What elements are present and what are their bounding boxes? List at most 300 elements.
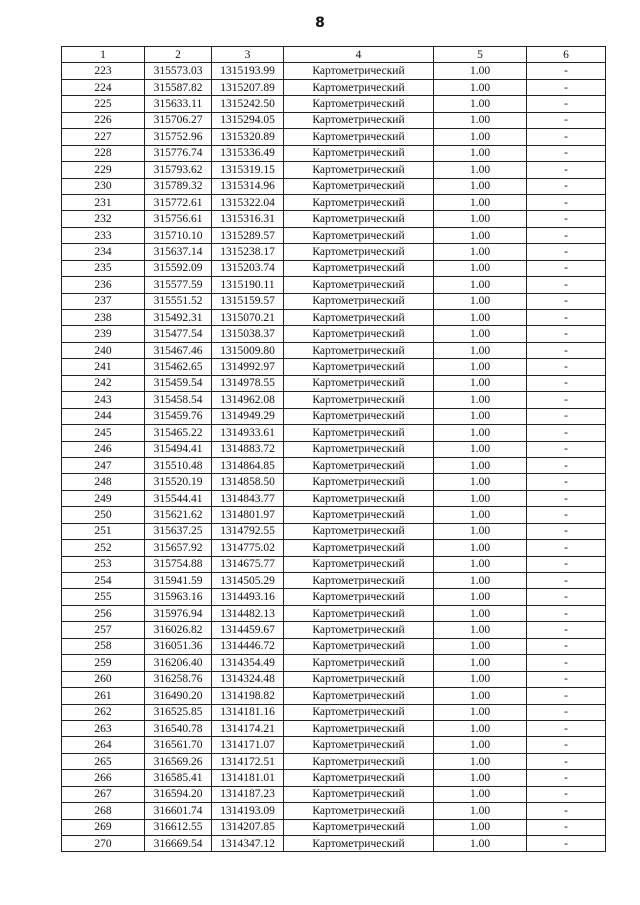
table-row bbox=[62, 490, 606, 506]
table-row bbox=[62, 178, 606, 194]
method-cell: Картометрический bbox=[284, 63, 434, 79]
note-cell: - bbox=[527, 359, 606, 375]
y-coordinate-cell: 1314187.23 bbox=[212, 786, 284, 802]
header-cell-col3: 3 bbox=[212, 47, 284, 63]
x-coordinate-cell: 315772.61 bbox=[145, 194, 212, 210]
y-coordinate-cell: 1314992.97 bbox=[212, 359, 284, 375]
y-coordinate-cell: 1314675.77 bbox=[212, 556, 284, 572]
point-number-cell: 256 bbox=[62, 605, 145, 621]
page-number: 8 bbox=[315, 15, 325, 31]
note-cell: - bbox=[527, 671, 606, 687]
x-coordinate-cell: 315592.09 bbox=[145, 260, 212, 276]
note-cell: - bbox=[527, 474, 606, 490]
method-cell: Картометрический bbox=[284, 293, 434, 309]
point-number-cell: 227 bbox=[62, 129, 145, 145]
method-cell: Картометрический bbox=[284, 79, 434, 95]
note-cell: - bbox=[527, 490, 606, 506]
y-coordinate-cell: 1315038.37 bbox=[212, 326, 284, 342]
table-row bbox=[62, 392, 606, 408]
accuracy-cell: 1.00 bbox=[434, 326, 527, 342]
accuracy-cell: 1.00 bbox=[434, 178, 527, 194]
method-cell: Картометрический bbox=[284, 227, 434, 243]
table-row bbox=[62, 704, 606, 720]
accuracy-cell: 1.00 bbox=[434, 573, 527, 589]
header-cell-col5: 5 bbox=[434, 47, 527, 63]
x-coordinate-cell: 315510.48 bbox=[145, 457, 212, 473]
point-number-cell: 269 bbox=[62, 819, 145, 835]
note-cell: - bbox=[527, 408, 606, 424]
x-coordinate-cell: 315577.59 bbox=[145, 277, 212, 293]
accuracy-cell: 1.00 bbox=[434, 277, 527, 293]
header-cell-col6: 6 bbox=[527, 47, 606, 63]
note-cell: - bbox=[527, 392, 606, 408]
y-coordinate-cell: 1314347.12 bbox=[212, 836, 284, 852]
coordinates-table bbox=[61, 46, 606, 852]
table-row bbox=[62, 819, 606, 835]
method-cell: Картометрический bbox=[284, 162, 434, 178]
accuracy-cell: 1.00 bbox=[434, 244, 527, 260]
point-number-cell: 233 bbox=[62, 227, 145, 243]
note-cell: - bbox=[527, 720, 606, 736]
x-coordinate-cell: 316601.74 bbox=[145, 803, 212, 819]
table-row bbox=[62, 162, 606, 178]
x-coordinate-cell: 315637.14 bbox=[145, 244, 212, 260]
table-row bbox=[62, 605, 606, 621]
method-cell: Картометрический bbox=[284, 770, 434, 786]
note-cell: - bbox=[527, 638, 606, 654]
accuracy-cell: 1.00 bbox=[434, 737, 527, 753]
accuracy-cell: 1.00 bbox=[434, 96, 527, 112]
y-coordinate-cell: 1315070.21 bbox=[212, 310, 284, 326]
note-cell: - bbox=[527, 523, 606, 539]
table-row bbox=[62, 655, 606, 671]
y-coordinate-cell: 1315159.57 bbox=[212, 293, 284, 309]
accuracy-cell: 1.00 bbox=[434, 540, 527, 556]
x-coordinate-cell: 315710.10 bbox=[145, 227, 212, 243]
y-coordinate-cell: 1314962.08 bbox=[212, 392, 284, 408]
point-number-cell: 228 bbox=[62, 145, 145, 161]
method-cell: Картометрический bbox=[284, 342, 434, 358]
note-cell: - bbox=[527, 819, 606, 835]
point-number-cell: 267 bbox=[62, 786, 145, 802]
y-coordinate-cell: 1314324.48 bbox=[212, 671, 284, 687]
point-number-cell: 253 bbox=[62, 556, 145, 572]
table-row bbox=[62, 375, 606, 391]
y-coordinate-cell: 1314883.72 bbox=[212, 441, 284, 457]
table-row bbox=[62, 737, 606, 753]
table-row bbox=[62, 112, 606, 128]
method-cell: Картометрический bbox=[284, 194, 434, 210]
accuracy-cell: 1.00 bbox=[434, 310, 527, 326]
accuracy-cell: 1.00 bbox=[434, 655, 527, 671]
note-cell: - bbox=[527, 112, 606, 128]
point-number-cell: 241 bbox=[62, 359, 145, 375]
y-coordinate-cell: 1314459.67 bbox=[212, 622, 284, 638]
y-coordinate-cell: 1314193.09 bbox=[212, 803, 284, 819]
note-cell: - bbox=[527, 704, 606, 720]
y-coordinate-cell: 1314843.77 bbox=[212, 490, 284, 506]
y-coordinate-cell: 1314174.21 bbox=[212, 720, 284, 736]
y-coordinate-cell: 1314207.85 bbox=[212, 819, 284, 835]
note-cell: - bbox=[527, 194, 606, 210]
method-cell: Картометрический bbox=[284, 145, 434, 161]
accuracy-cell: 1.00 bbox=[434, 227, 527, 243]
method-cell: Картометрический bbox=[284, 540, 434, 556]
x-coordinate-cell: 315706.27 bbox=[145, 112, 212, 128]
table-row bbox=[62, 523, 606, 539]
x-coordinate-cell: 315752.96 bbox=[145, 129, 212, 145]
method-cell: Картометрический bbox=[284, 425, 434, 441]
note-cell: - bbox=[527, 507, 606, 523]
accuracy-cell: 1.00 bbox=[434, 671, 527, 687]
accuracy-cell: 1.00 bbox=[434, 211, 527, 227]
method-cell: Картометрический bbox=[284, 836, 434, 852]
accuracy-cell: 1.00 bbox=[434, 819, 527, 835]
table-row bbox=[62, 293, 606, 309]
table-row bbox=[62, 720, 606, 736]
table-row bbox=[62, 753, 606, 769]
y-coordinate-cell: 1314933.61 bbox=[212, 425, 284, 441]
y-coordinate-cell: 1315190.11 bbox=[212, 277, 284, 293]
y-coordinate-cell: 1315238.17 bbox=[212, 244, 284, 260]
method-cell: Картометрический bbox=[284, 244, 434, 260]
table-row bbox=[62, 638, 606, 654]
table-row bbox=[62, 589, 606, 605]
method-cell: Картометрический bbox=[284, 129, 434, 145]
table-row bbox=[62, 244, 606, 260]
table-row bbox=[62, 671, 606, 687]
method-cell: Картометрический bbox=[284, 457, 434, 473]
y-coordinate-cell: 1315316.31 bbox=[212, 211, 284, 227]
accuracy-cell: 1.00 bbox=[434, 260, 527, 276]
point-number-cell: 268 bbox=[62, 803, 145, 819]
y-coordinate-cell: 1314181.16 bbox=[212, 704, 284, 720]
x-coordinate-cell: 315520.19 bbox=[145, 474, 212, 490]
table-row bbox=[62, 227, 606, 243]
x-coordinate-cell: 316540.78 bbox=[145, 720, 212, 736]
accuracy-cell: 1.00 bbox=[434, 688, 527, 704]
accuracy-cell: 1.00 bbox=[434, 293, 527, 309]
x-coordinate-cell: 315551.52 bbox=[145, 293, 212, 309]
y-coordinate-cell: 1314505.29 bbox=[212, 573, 284, 589]
y-coordinate-cell: 1314792.55 bbox=[212, 523, 284, 539]
accuracy-cell: 1.00 bbox=[434, 457, 527, 473]
method-cell: Картометрический bbox=[284, 704, 434, 720]
point-number-cell: 223 bbox=[62, 63, 145, 79]
accuracy-cell: 1.00 bbox=[434, 129, 527, 145]
accuracy-cell: 1.00 bbox=[434, 425, 527, 441]
table-row bbox=[62, 622, 606, 638]
accuracy-cell: 1.00 bbox=[434, 605, 527, 621]
method-cell: Картометрический bbox=[284, 211, 434, 227]
x-coordinate-cell: 315776.74 bbox=[145, 145, 212, 161]
point-number-cell: 246 bbox=[62, 441, 145, 457]
point-number-cell: 258 bbox=[62, 638, 145, 654]
method-cell: Картометрический bbox=[284, 638, 434, 654]
point-number-cell: 248 bbox=[62, 474, 145, 490]
x-coordinate-cell: 316585.41 bbox=[145, 770, 212, 786]
note-cell: - bbox=[527, 145, 606, 161]
note-cell: - bbox=[527, 310, 606, 326]
point-number-cell: 249 bbox=[62, 490, 145, 506]
table-row bbox=[62, 63, 606, 79]
accuracy-cell: 1.00 bbox=[434, 786, 527, 802]
accuracy-cell: 1.00 bbox=[434, 342, 527, 358]
table-row bbox=[62, 688, 606, 704]
note-cell: - bbox=[527, 836, 606, 852]
point-number-cell: 265 bbox=[62, 753, 145, 769]
header-row bbox=[62, 47, 606, 63]
method-cell: Картометрический bbox=[284, 556, 434, 572]
y-coordinate-cell: 1315289.57 bbox=[212, 227, 284, 243]
point-number-cell: 242 bbox=[62, 375, 145, 391]
table-row bbox=[62, 96, 606, 112]
table-row bbox=[62, 770, 606, 786]
note-cell: - bbox=[527, 342, 606, 358]
note-cell: - bbox=[527, 786, 606, 802]
table-row bbox=[62, 145, 606, 161]
accuracy-cell: 1.00 bbox=[434, 145, 527, 161]
y-coordinate-cell: 1314775.02 bbox=[212, 540, 284, 556]
accuracy-cell: 1.00 bbox=[434, 408, 527, 424]
method-cell: Картометрический bbox=[284, 260, 434, 276]
note-cell: - bbox=[527, 589, 606, 605]
point-number-cell: 229 bbox=[62, 162, 145, 178]
y-coordinate-cell: 1314172.51 bbox=[212, 753, 284, 769]
method-cell: Картометрический bbox=[284, 688, 434, 704]
table-row bbox=[62, 457, 606, 473]
note-cell: - bbox=[527, 737, 606, 753]
point-number-cell: 245 bbox=[62, 425, 145, 441]
x-coordinate-cell: 315621.62 bbox=[145, 507, 212, 523]
method-cell: Картометрический bbox=[284, 96, 434, 112]
point-number-cell: 263 bbox=[62, 720, 145, 736]
note-cell: - bbox=[527, 540, 606, 556]
method-cell: Картометрический bbox=[284, 737, 434, 753]
x-coordinate-cell: 315458.54 bbox=[145, 392, 212, 408]
note-cell: - bbox=[527, 63, 606, 79]
accuracy-cell: 1.00 bbox=[434, 753, 527, 769]
table-row bbox=[62, 540, 606, 556]
method-cell: Картометрический bbox=[284, 622, 434, 638]
x-coordinate-cell: 316669.54 bbox=[145, 836, 212, 852]
method-cell: Картометрический bbox=[284, 375, 434, 391]
note-cell: - bbox=[527, 96, 606, 112]
note-cell: - bbox=[527, 457, 606, 473]
y-coordinate-cell: 1314949.29 bbox=[212, 408, 284, 424]
note-cell: - bbox=[527, 441, 606, 457]
x-coordinate-cell: 316561.70 bbox=[145, 737, 212, 753]
point-number-cell: 262 bbox=[62, 704, 145, 720]
method-cell: Картометрический bbox=[284, 786, 434, 802]
method-cell: Картометрический bbox=[284, 490, 434, 506]
y-coordinate-cell: 1314858.50 bbox=[212, 474, 284, 490]
table-row bbox=[62, 277, 606, 293]
point-number-cell: 234 bbox=[62, 244, 145, 260]
y-coordinate-cell: 1314482.13 bbox=[212, 605, 284, 621]
accuracy-cell: 1.00 bbox=[434, 836, 527, 852]
x-coordinate-cell: 315492.31 bbox=[145, 310, 212, 326]
x-coordinate-cell: 315637.25 bbox=[145, 523, 212, 539]
y-coordinate-cell: 1315009.80 bbox=[212, 342, 284, 358]
x-coordinate-cell: 315754.88 bbox=[145, 556, 212, 572]
note-cell: - bbox=[527, 79, 606, 95]
note-cell: - bbox=[527, 211, 606, 227]
point-number-cell: 250 bbox=[62, 507, 145, 523]
x-coordinate-cell: 316569.26 bbox=[145, 753, 212, 769]
point-number-cell: 251 bbox=[62, 523, 145, 539]
point-number-cell: 231 bbox=[62, 194, 145, 210]
accuracy-cell: 1.00 bbox=[434, 803, 527, 819]
method-cell: Картометрический bbox=[284, 523, 434, 539]
point-number-cell: 254 bbox=[62, 573, 145, 589]
accuracy-cell: 1.00 bbox=[434, 441, 527, 457]
x-coordinate-cell: 316612.55 bbox=[145, 819, 212, 835]
method-cell: Картометрический bbox=[284, 819, 434, 835]
note-cell: - bbox=[527, 227, 606, 243]
point-number-cell: 257 bbox=[62, 622, 145, 638]
method-cell: Картометрический bbox=[284, 474, 434, 490]
x-coordinate-cell: 316525.85 bbox=[145, 704, 212, 720]
x-coordinate-cell: 316594.20 bbox=[145, 786, 212, 802]
x-coordinate-cell: 315459.54 bbox=[145, 375, 212, 391]
note-cell: - bbox=[527, 162, 606, 178]
table-row bbox=[62, 194, 606, 210]
table-row bbox=[62, 326, 606, 342]
x-coordinate-cell: 315462.65 bbox=[145, 359, 212, 375]
method-cell: Картометрический bbox=[284, 326, 434, 342]
accuracy-cell: 1.00 bbox=[434, 770, 527, 786]
note-cell: - bbox=[527, 244, 606, 260]
method-cell: Картометрический bbox=[284, 408, 434, 424]
x-coordinate-cell: 315657.92 bbox=[145, 540, 212, 556]
point-number-cell: 261 bbox=[62, 688, 145, 704]
accuracy-cell: 1.00 bbox=[434, 112, 527, 128]
point-number-cell: 237 bbox=[62, 293, 145, 309]
table-body bbox=[62, 63, 606, 852]
method-cell: Картометрический bbox=[284, 589, 434, 605]
x-coordinate-cell: 316206.40 bbox=[145, 655, 212, 671]
y-coordinate-cell: 1315336.49 bbox=[212, 145, 284, 161]
point-number-cell: 243 bbox=[62, 392, 145, 408]
point-number-cell: 239 bbox=[62, 326, 145, 342]
point-number-cell: 252 bbox=[62, 540, 145, 556]
header-cell-col2: 2 bbox=[145, 47, 212, 63]
point-number-cell: 236 bbox=[62, 277, 145, 293]
accuracy-cell: 1.00 bbox=[434, 523, 527, 539]
accuracy-cell: 1.00 bbox=[434, 79, 527, 95]
note-cell: - bbox=[527, 260, 606, 276]
point-number-cell: 270 bbox=[62, 836, 145, 852]
point-number-cell: 260 bbox=[62, 671, 145, 687]
point-number-cell: 232 bbox=[62, 211, 145, 227]
y-coordinate-cell: 1315207.89 bbox=[212, 79, 284, 95]
table-row bbox=[62, 474, 606, 490]
point-number-cell: 226 bbox=[62, 112, 145, 128]
table-row bbox=[62, 786, 606, 802]
y-coordinate-cell: 1314181.01 bbox=[212, 770, 284, 786]
y-coordinate-cell: 1314864.85 bbox=[212, 457, 284, 473]
accuracy-cell: 1.00 bbox=[434, 638, 527, 654]
table-row bbox=[62, 342, 606, 358]
accuracy-cell: 1.00 bbox=[434, 556, 527, 572]
method-cell: Картометрический bbox=[284, 392, 434, 408]
x-coordinate-cell: 316490.20 bbox=[145, 688, 212, 704]
x-coordinate-cell: 315789.32 bbox=[145, 178, 212, 194]
point-number-cell: 225 bbox=[62, 96, 145, 112]
note-cell: - bbox=[527, 277, 606, 293]
method-cell: Картометрический bbox=[284, 753, 434, 769]
table-row bbox=[62, 556, 606, 572]
note-cell: - bbox=[527, 605, 606, 621]
y-coordinate-cell: 1315193.99 bbox=[212, 63, 284, 79]
point-number-cell: 230 bbox=[62, 178, 145, 194]
point-number-cell: 224 bbox=[62, 79, 145, 95]
x-coordinate-cell: 316051.36 bbox=[145, 638, 212, 654]
x-coordinate-cell: 315793.62 bbox=[145, 162, 212, 178]
note-cell: - bbox=[527, 753, 606, 769]
accuracy-cell: 1.00 bbox=[434, 704, 527, 720]
accuracy-cell: 1.00 bbox=[434, 194, 527, 210]
accuracy-cell: 1.00 bbox=[434, 392, 527, 408]
method-cell: Картометрический bbox=[284, 655, 434, 671]
method-cell: Картометрический bbox=[284, 112, 434, 128]
note-cell: - bbox=[527, 770, 606, 786]
method-cell: Картометрический bbox=[284, 671, 434, 687]
accuracy-cell: 1.00 bbox=[434, 63, 527, 79]
note-cell: - bbox=[527, 688, 606, 704]
method-cell: Картометрический bbox=[284, 507, 434, 523]
x-coordinate-cell: 315467.46 bbox=[145, 342, 212, 358]
x-coordinate-cell: 315976.94 bbox=[145, 605, 212, 621]
note-cell: - bbox=[527, 622, 606, 638]
point-number-cell: 264 bbox=[62, 737, 145, 753]
y-coordinate-cell: 1315294.05 bbox=[212, 112, 284, 128]
x-coordinate-cell: 315465.22 bbox=[145, 425, 212, 441]
y-coordinate-cell: 1315242.50 bbox=[212, 96, 284, 112]
accuracy-cell: 1.00 bbox=[434, 359, 527, 375]
table-row bbox=[62, 260, 606, 276]
x-coordinate-cell: 315477.54 bbox=[145, 326, 212, 342]
note-cell: - bbox=[527, 293, 606, 309]
method-cell: Картометрический bbox=[284, 359, 434, 375]
accuracy-cell: 1.00 bbox=[434, 375, 527, 391]
table-row bbox=[62, 359, 606, 375]
y-coordinate-cell: 1314446.72 bbox=[212, 638, 284, 654]
x-coordinate-cell: 316258.76 bbox=[145, 671, 212, 687]
y-coordinate-cell: 1314493.16 bbox=[212, 589, 284, 605]
method-cell: Картометрический bbox=[284, 277, 434, 293]
table-row bbox=[62, 425, 606, 441]
x-coordinate-cell: 315633.11 bbox=[145, 96, 212, 112]
note-cell: - bbox=[527, 425, 606, 441]
accuracy-cell: 1.00 bbox=[434, 490, 527, 506]
point-number-cell: 259 bbox=[62, 655, 145, 671]
x-coordinate-cell: 316026.82 bbox=[145, 622, 212, 638]
note-cell: - bbox=[527, 556, 606, 572]
x-coordinate-cell: 315573.03 bbox=[145, 63, 212, 79]
accuracy-cell: 1.00 bbox=[434, 622, 527, 638]
table-row bbox=[62, 803, 606, 819]
point-number-cell: 247 bbox=[62, 457, 145, 473]
method-cell: Картометрический bbox=[284, 803, 434, 819]
table-row bbox=[62, 79, 606, 95]
note-cell: - bbox=[527, 375, 606, 391]
y-coordinate-cell: 1315203.74 bbox=[212, 260, 284, 276]
y-coordinate-cell: 1314801.97 bbox=[212, 507, 284, 523]
method-cell: Картометрический bbox=[284, 720, 434, 736]
point-number-cell: 266 bbox=[62, 770, 145, 786]
